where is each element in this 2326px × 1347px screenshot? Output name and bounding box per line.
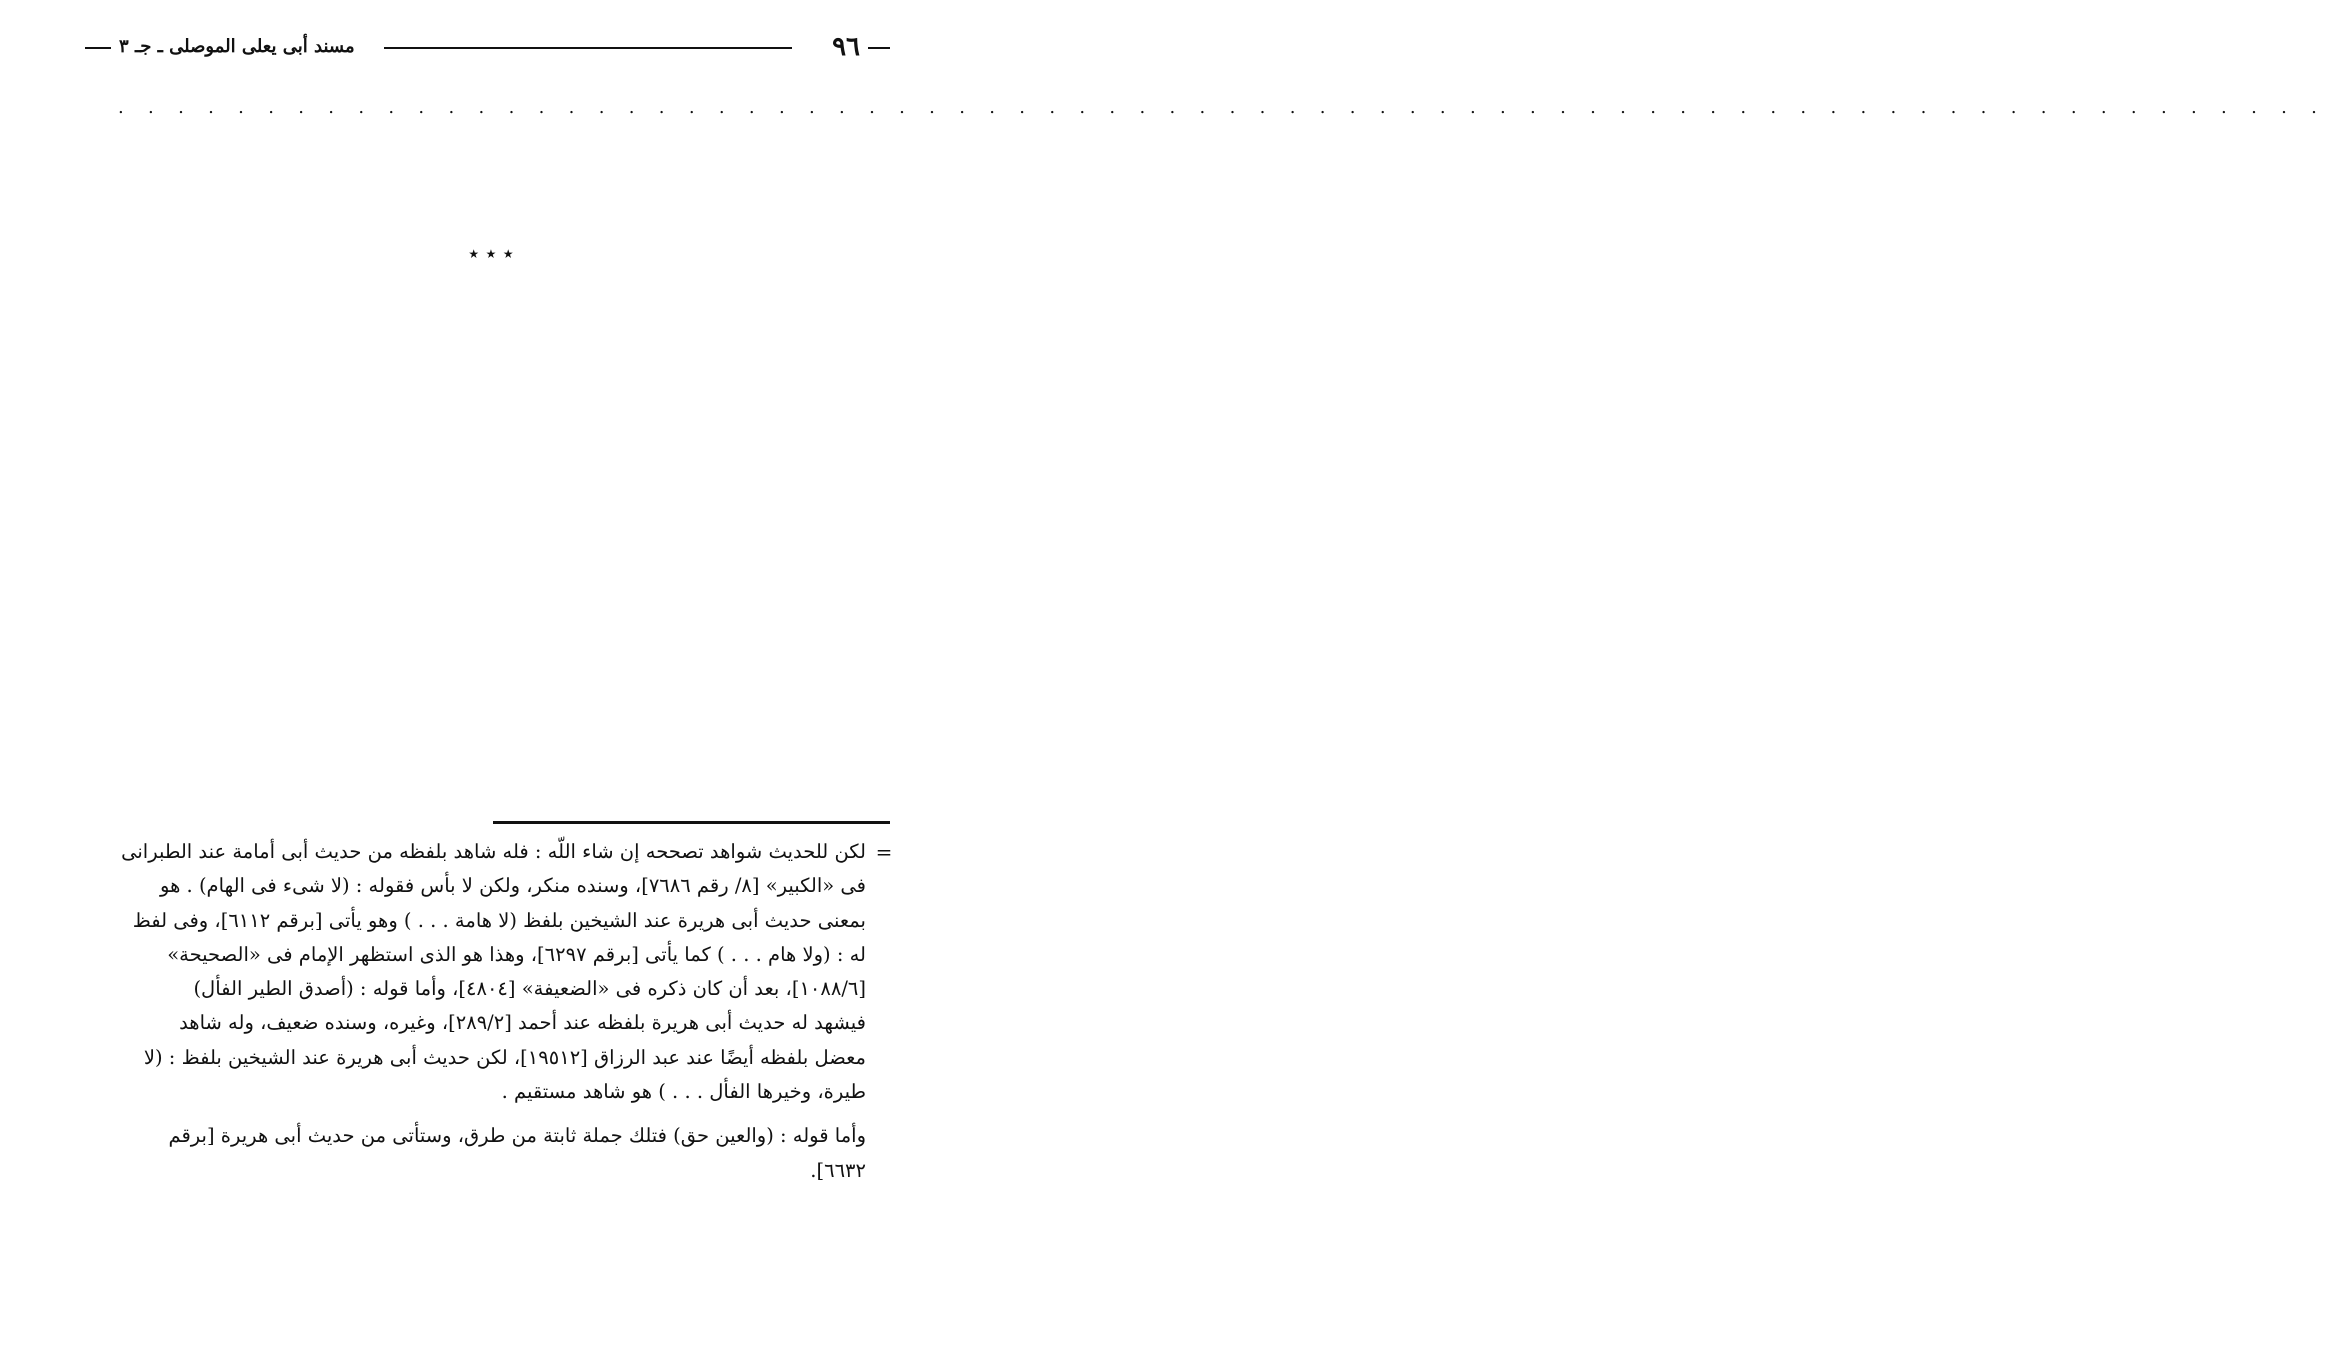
footnote-text (88, 835, 866, 1188)
paragraph-gap (88, 1109, 866, 1119)
running-header (85, 30, 890, 64)
section-asterism: ٭ ٭ ٭ (468, 241, 514, 265)
footnote-line: فى «الكبير» [٨/ رقم ٧٦٨٦]، وسنده منكر، ولكن لا بأس فقوله : (لا شىء فى الهام) . هو (160, 874, 866, 898)
footnote-line: بمعنى حديث أبى هريرة عند الشيخين بلفظ (لا هامة . . . ) وهو يأتى [برقم ٦١١٢]، وفى لفظ (132, 908, 866, 932)
footnote-line: لكن للحديث شواهد تصححه إن شاء اللّه : فله شاهد بلفظه من حديث أبى أمامة عند الطبرانى (121, 840, 866, 863)
book-title: مسند أبى يعلى الموصلى ـ جـ ٣ (119, 36, 355, 57)
footnote-continuation-mark: = (875, 840, 893, 864)
footnote-line: له : (ولا هام . . . ) كما يأتى [برقم ٦٢٩٧]، وهذا هو الذى استظهر الإمام فى «الصحيحة» (167, 942, 866, 966)
footnote-separator (493, 821, 890, 824)
page-number: ٩٦ (832, 32, 860, 62)
footnote-line: طيرة، وخيرها الفأل . . . ) هو شاهد مستقيم . (501, 1080, 866, 1104)
footnote-line: معضل بلفظه أيضًا عند عبد الرزاق [١٩٥١٢]، لكن حديث أبى هريرة عند الشيخين بلفظ : (لا (143, 1045, 866, 1069)
footnote-line: [١٠٨٨/٦]، بعد أن كان ذكره فى «الضعيفة» [٤٨٠٤]، وأما قوله : (أصدق الطير الفأل) (193, 977, 866, 1001)
header-dash-left (85, 47, 111, 49)
header-rule (384, 47, 792, 49)
footnote-line: فيشهد له حديث أبى هريرة بلفظه عند أحمد [٢٨٩/٢]، وغيره، وسنده ضعيف، وله شاهد (179, 1011, 866, 1035)
header-dash-right (868, 47, 890, 49)
footnote-line: ٦٦٣٢]. (810, 1158, 866, 1182)
ellipsis-row: . . . . . . . . . . . . . . . . . . . . . . . . . . . . . . . . . . . . . . . . . . . . . . . . . . . . . . . . . . . . . . . . . . . . . . . . . . (118, 97, 2326, 118)
footnote-line: وأما قوله : (والعين حق) فتلك جملة ثابتة من طرق، وستأتى من حديث أبى هريرة [برقم (168, 1124, 866, 1148)
